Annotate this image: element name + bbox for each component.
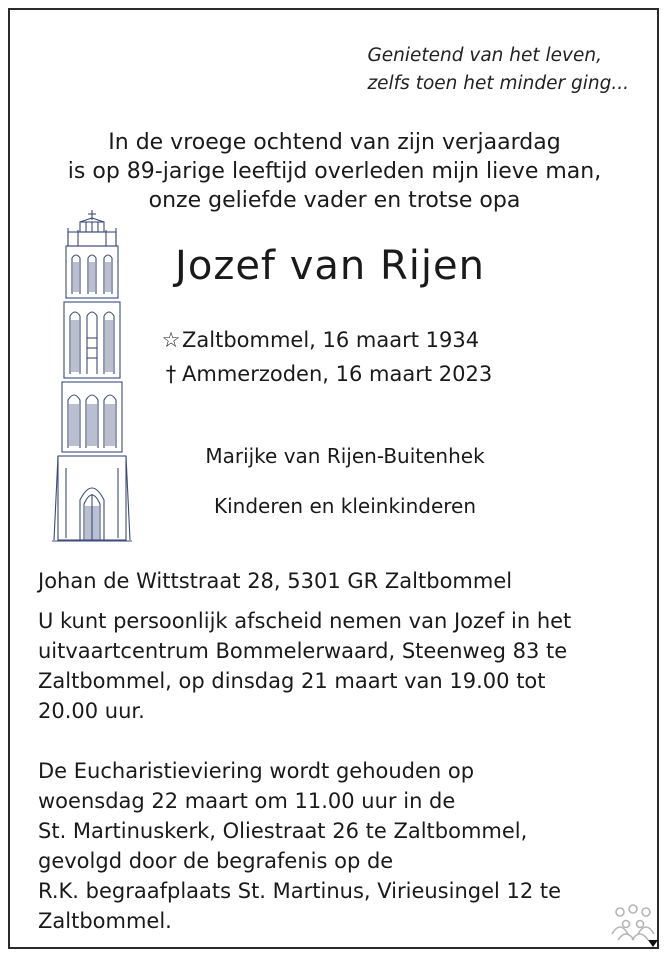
farewell-line: uitvaartcentrum Bommelerwaard, Steenweg 83 te (38, 639, 568, 663)
birth-date: Zaltbommel, 16 maart 1934 (182, 328, 480, 352)
intro-line: onze geliefde vader en trotse opa (148, 188, 521, 213)
birth-line (160, 323, 492, 357)
star-icon: ☆ (161, 328, 181, 352)
motto-line: Genietend van het leven, (367, 45, 602, 66)
service-line: gevolgd door de begrafenis op de (38, 849, 394, 873)
service-line: woensdag 22 maart om 11.00 uur in de (38, 789, 456, 813)
service-paragraph (38, 756, 638, 936)
intro-text (0, 128, 669, 215)
service-line: De Eucharistieviering wordt gehouden op (38, 759, 475, 783)
intro-line: is op 89-jarige leeftijd overleden mijn lieve man, (67, 159, 602, 184)
farewell-line: Zaltbommel, op dinsdag 21 maart van 19.00 tot (38, 669, 546, 693)
motto (367, 42, 629, 98)
people-logo-icon (608, 904, 658, 948)
deceased-name: Jozef van Rijen (175, 243, 485, 289)
life-dates (160, 323, 492, 391)
cross-icon: † (165, 362, 177, 386)
spouse-name: Marijke van Rijen-Buitenhek (205, 444, 485, 468)
children-line: Kinderen en kleinkinderen (213, 494, 477, 518)
death-line (160, 357, 492, 391)
motto-line: zelfs toen het minder ging... (367, 73, 629, 94)
church-tower-illustration (50, 208, 134, 544)
farewell-line: U kunt persoonlijk afscheid nemen van Jozef in het (38, 609, 572, 633)
triangle-down-icon (648, 940, 658, 947)
farewell-line: 20.00 uur. (38, 699, 145, 723)
intro-line: In de vroege ochtend van zijn verjaardag (108, 130, 561, 155)
service-line: St. Martinuskerk, Oliestraat 26 te Zaltbommel, (38, 819, 528, 843)
farewell-paragraph (38, 606, 638, 726)
death-date: Ammerzoden, 16 maart 2023 (182, 362, 493, 386)
address: Johan de Wittstraat 28, 5301 GR Zaltbommel (38, 569, 513, 593)
service-line: R.K. begraafplaats St. Martinus, Virieusingel 12 te (38, 879, 562, 903)
service-line: Zaltbommel. (38, 909, 172, 933)
